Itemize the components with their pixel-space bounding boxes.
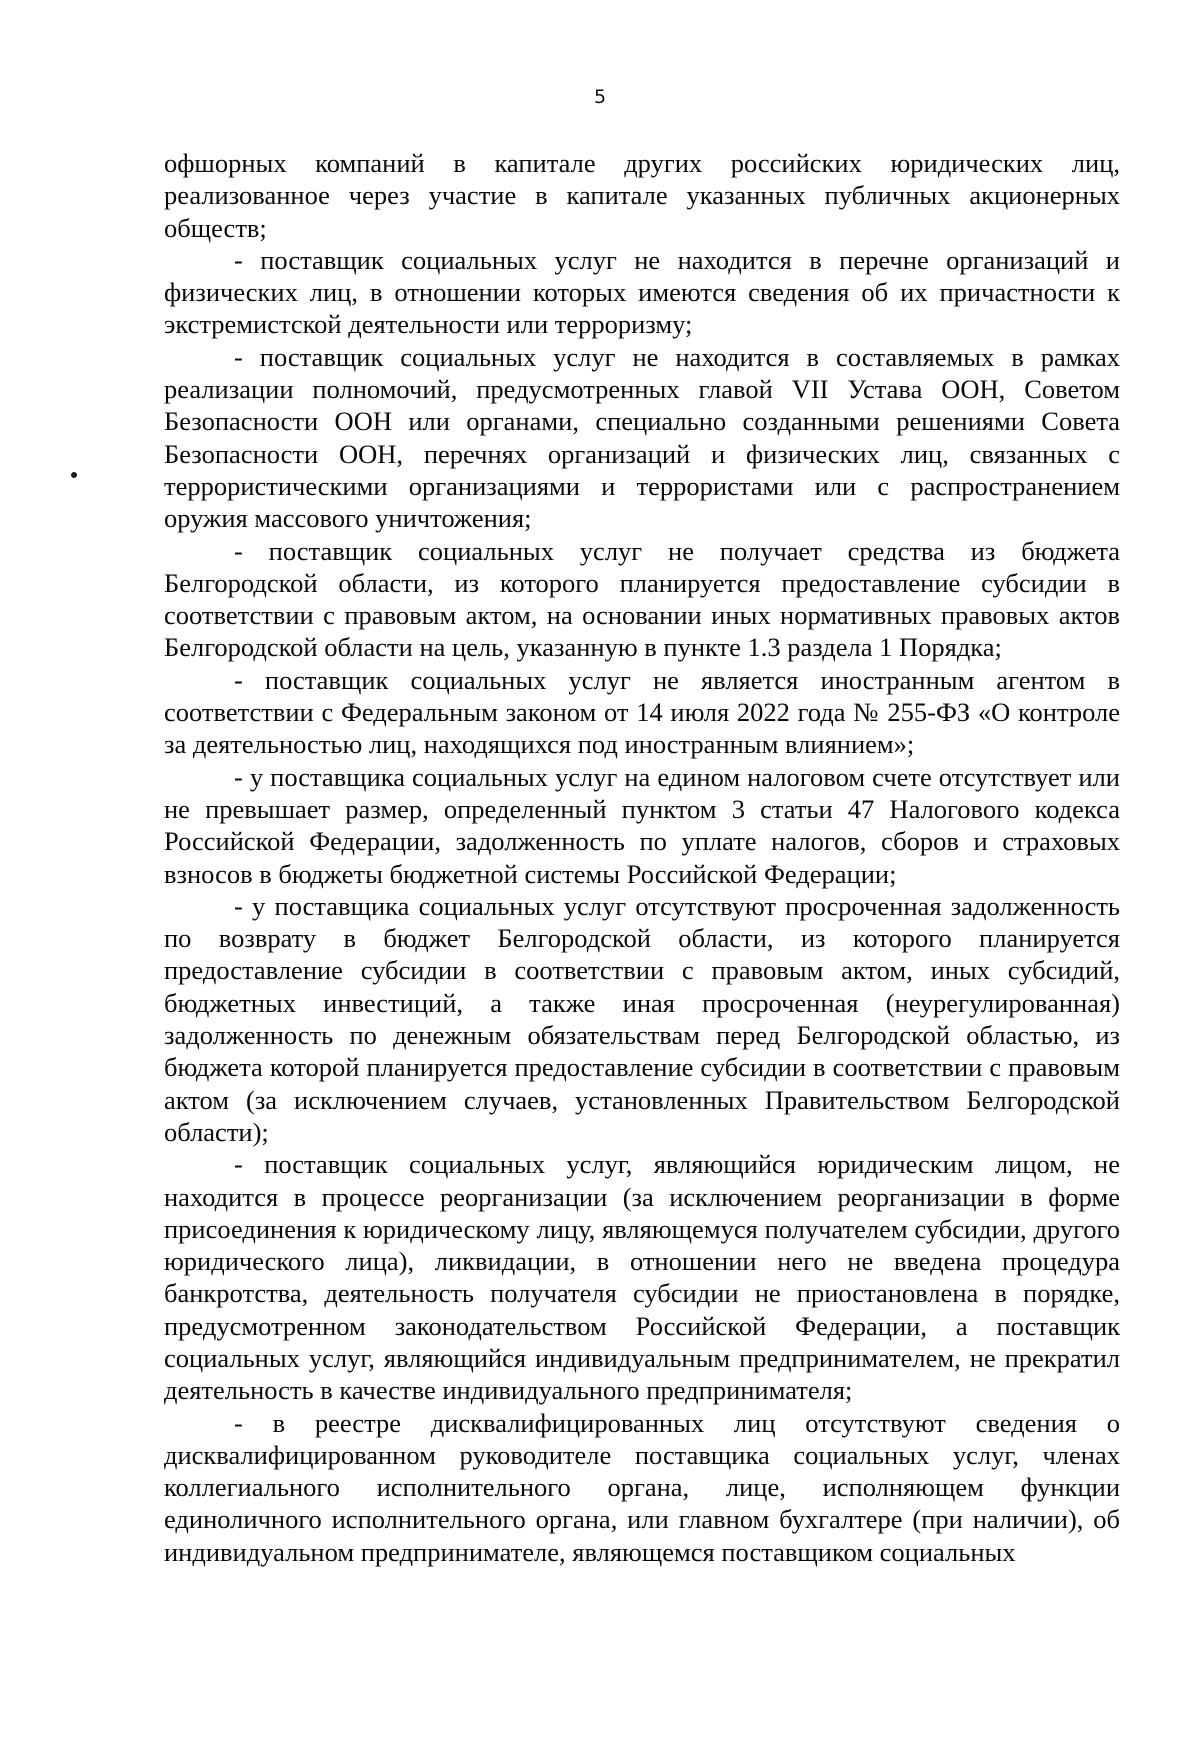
paragraph-extremism-list: - поставщик социальных услуг не находится в перечне организаций и физических лиц, в отношении которых имеются сведения об их причастности к экстремистской деятельности или терроризму;	[164, 244, 1120, 340]
document-body	[164, 147, 1120, 1568]
paragraph-overdue-debt: - у поставщика социальных услуг отсутствуют просроченная задолженность по возврату в бюджет Белгородской области, из которого планируется предоставление субсидии в соответствии с правовым актом, иных субсидий, бюджетных инвестиций, а также иная просроченная (неурегулированная) задолженность по денежным обязательствам перед Белгородской областью, из бюджета которой планируется предоставление субсидии в соответствии с правовым актом (за исключением случаев, установленных Правительством Белгородской области);	[164, 890, 1120, 1147]
paragraph-continuation: офшорных компаний в капитале других российских юридических лиц, реализованное через участие в капитале указанных публичных акционерных обществ;	[164, 148, 1120, 243]
paragraph-tax-debt: - у поставщика социальных услуг на едином налоговом счете отсутствует или не превышает размер, определенный пунктом 3 статьи 47 Налогового кодекса Российской Федерации, задолженность по уплате налогов, сборов и страховых взносов в бюджеты бюджетной системы Российской Федерации;	[164, 761, 1120, 889]
paragraph-foreign-agent: - поставщик социальных услуг не является иностранным агентом в соответствии с Федеральным законом от 14 июля 2022 года № 255-ФЗ «О контроле за деятельностью лиц, находящихся под иностранным влиянием»;	[164, 664, 1120, 760]
paragraph-no-budget-funds: - поставщик социальных услуг не получает средства из бюджета Белгородской области, из которого планируется предоставление субсидии в соответствии с правовым актом, на основании иных нормативных правовых актов Белгородской области на цель, указанную в пункте 1.3 раздела 1 Порядка;	[164, 535, 1120, 663]
paragraph-disqualified-persons: - в реестре дисквалифицированных лиц отсутствуют сведения о дисквалифицированном руководителе поставщика социальных услуг, членах коллегиального исполнительного органа, лице, исполняющем функции единоличного исполнительного органа, или главном бухгалтере (при наличии), об индивидуальном предпринимателе, являющемся поставщиком социальных	[164, 1407, 1120, 1567]
paragraph-un-security-council-lists: - поставщик социальных услуг не находится в составляемых в рамках реализации полномочий, предусмотренных главой VII Устава ООН, Советом Безопасности ООН или органами, специально созданными решениями Совета Безопасности ООН, перечнях организаций и физических лиц, связанных с террористическими организациями и террористами или с распространением оружия массового уничтожения;	[164, 341, 1120, 534]
page-number: 5	[593, 86, 607, 108]
paragraph-reorganization: - поставщик социальных услуг, являющийся юридическим лицом, не находится в процессе реорганизации (за исключением реорганизации в форме присоединения к юридическому лицу, являющемуся получателем субсидии, другого юридического лица), ликвидации, в отношении него не введена процедура банкротства, деятельность получателя субсидии не приостановлена в порядке, предусмотренном законодательством Российской Федерации, а поставщик социальных услуг, являющийся индивидуальным предпринимателем, не прекратил деятельность в качестве индивидуального предпринимателя;	[164, 1149, 1120, 1406]
scan-artifact-dot	[71, 472, 77, 478]
